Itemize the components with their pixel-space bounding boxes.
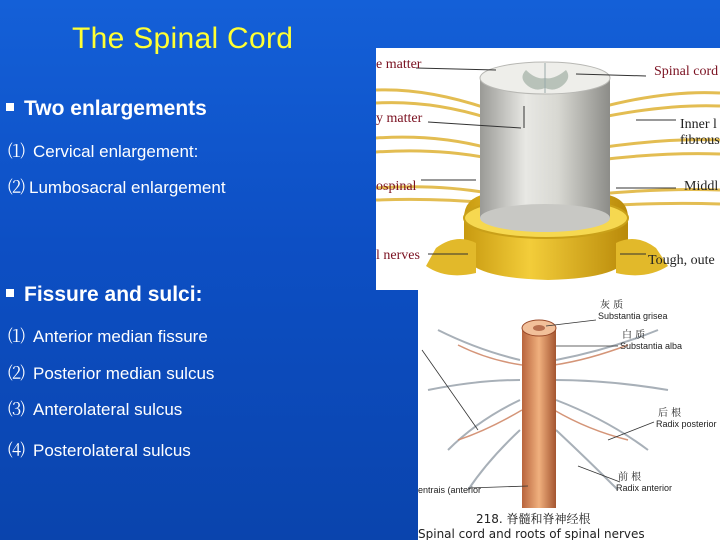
item-number: ⑴ — [8, 327, 25, 346]
item-text: Anterior median fissure — [33, 327, 208, 346]
list-item — [8, 395, 182, 420]
item-number: ⑷ — [8, 441, 25, 460]
list-item — [8, 322, 208, 347]
label-spinal-cord: Spinal cord — [654, 64, 719, 79]
item-number: ⑵ — [8, 178, 25, 197]
label-nerves: l nerves — [376, 248, 420, 263]
figure-caption-cn: 218. 脊髓和脊神经根 — [476, 512, 591, 526]
item-number: ⑵ — [8, 364, 25, 383]
label-white-matter: e matter — [376, 57, 422, 72]
spinal-roots-figure — [418, 290, 720, 540]
spinal-roots-illustration — [418, 290, 720, 540]
item-text: Lumbosacral enlargement — [29, 178, 226, 197]
spinal-cord-meninges-figure — [376, 48, 720, 290]
bullet-square-icon — [6, 289, 14, 297]
bullet-square-icon — [6, 103, 14, 111]
heading-fissures — [6, 283, 203, 307]
label-white-latin: Substantia alba — [620, 341, 683, 351]
item-text: Posterior median sulcus — [33, 364, 215, 383]
item-text: Anterolateral sulcus — [33, 400, 183, 419]
item-number: ⑶ — [8, 400, 25, 419]
list-item — [8, 436, 191, 461]
label-fissure: entrais (anterior — [418, 485, 482, 495]
label-fibrous: fibrous — [680, 133, 720, 148]
label-white-cn: 白 质 — [622, 330, 646, 341]
label-anterior-root-latin: Radix anterior — [616, 483, 673, 493]
list-item — [8, 173, 226, 198]
item-text: Posterolateral sulcus — [33, 441, 191, 460]
label-inner: Inner l — [680, 117, 717, 132]
heading-fissures-text: Fissure and sulci: — [24, 283, 203, 306]
label-posterior-root-latin: Radix posterior — [656, 419, 717, 429]
label-gray-latin: Substantia grisea — [598, 311, 668, 321]
spinal-cord-meninges-illustration — [376, 48, 720, 290]
list-item — [8, 359, 214, 384]
figure-caption-en: Spinal cord and roots of spinal nerves — [418, 527, 645, 540]
label-middle: Middl — [684, 179, 719, 194]
label-tough: Tough, oute — [648, 253, 715, 268]
item-text: Cervical enlargement: — [33, 142, 199, 161]
label-posterior-root-cn: 后 根 — [658, 408, 682, 419]
item-number: ⑴ — [8, 142, 25, 161]
label-gray-matter: y matter — [376, 111, 423, 126]
heading-enlargements-text: Two enlargements — [24, 97, 207, 120]
label-arachnoid: ospinal — [376, 179, 417, 194]
label-gray-cn: 灰 质 — [600, 300, 624, 311]
list-item — [8, 137, 198, 162]
label-anterior-root-cn: 前 根 — [618, 472, 642, 483]
slide-title: The Spinal Cord — [72, 22, 294, 55]
heading-enlargements — [6, 97, 207, 121]
